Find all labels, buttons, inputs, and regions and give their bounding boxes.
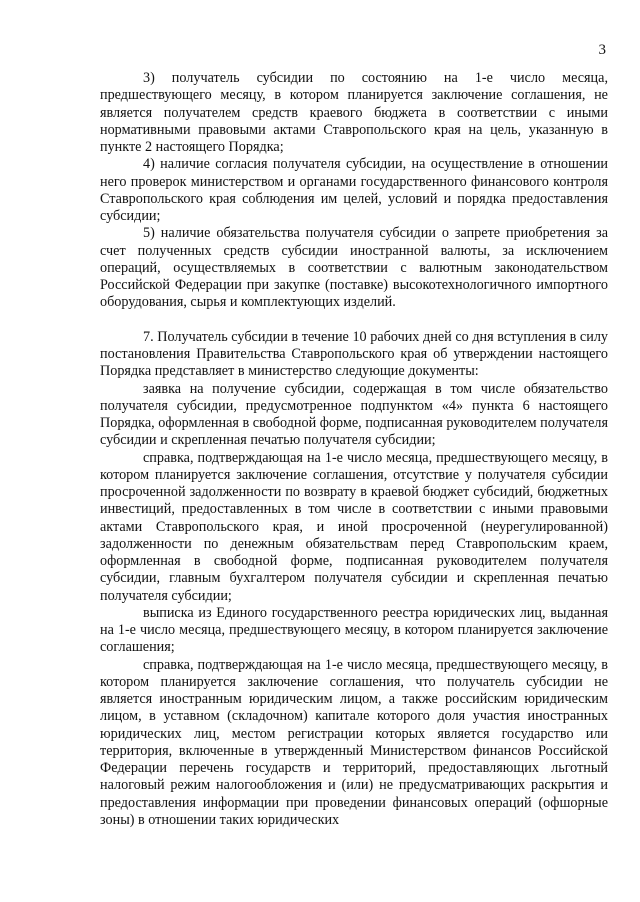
paragraph-foreign-entity-certificate: справка, подтверждающая на 1-е число месяца, предшествующего месяцу, в котором планируется заключение соглашения, что получатель субсидии не является иностранным юридическим лицом, а также российским юридическим лицом, в уставном (складочном) капитале которого доля участия иностранных юридических лиц, местом регистрации которых является государство или территория, включенные в утвержденный Министерством финансов Российской Федерации перечень государств и территорий, предоставляющих льготный налоговый режим налогообложения и (или) не предусматривающих раскрытия и предоставления информации при проведении финансовых операций (офшорные зоны) в отношении таких юридических [100, 656, 608, 828]
paragraph-subitem-4: 4) наличие согласия получателя субсидии, на осуществление в отношении него проверок министерством и органами государственного финансового контроля Ставропольского края соблюдения им целей, условий и порядка предоставления субсидии; [100, 156, 608, 224]
document-body [100, 70, 608, 829]
paragraph-debt-certificate: справка, подтверждающая на 1-е число месяца, предшествующего месяцу, в котором планируется заключение соглашения, отсутствие у получателя субсидии просроченной задолженности по возврату в краевой бюджет субсидий, бюджетных инвестиций, предоставленных в том числе в соответствии с иными правовыми актами Ставропольского края, и иной просроченной (неурегулированной) задолженности по денежным обязательствам перед Ставропольским краем, оформленная в свободной форме, подписанная руководителем получателя субсидии, главным бухгалтером получателя субсидии и скрепленная печатью получателя субсидии; [100, 449, 608, 604]
paragraph-subitem-3: 3) получатель субсидии по состоянию на 1-е число месяца, предшествующего месяцу, в котором планируется заключение соглашения, не является получателем средств краевого бюджета в соответствии с иными нормативными правовыми актами Ставропольского края на цель, указанную в пункте 2 настоящего Порядка; [100, 70, 608, 155]
paragraph-application: заявка на получение субсидии, содержащая в том числе обязательство получателя субсидии, предусмотренное подпунктом «4» пункта 6 настоящего Порядка, оформленная в свободной форме, подписанная руководителем получателя субсидии и скрепленная печатью получателя субсидии; [100, 380, 608, 449]
paragraph-item-7: 7. Получатель субсидии в течение 10 рабочих дней со дня вступления в силу постановления Правительства Ставропольского края об утверждении настоящего Порядка представляет в министерство следующие документы: [100, 328, 608, 380]
paragraph-registry-extract: выписка из Единого государственного реестра юридических лиц, выданная на 1-е число месяца, предшествующего месяцу, в котором планируется заключение соглашения; [100, 604, 608, 656]
paragraph-subitem-5: 5) наличие обязательства получателя субсидии о запрете приобретения за счет полученных средств субсидии иностранной валюты, за исключением операций, осуществляемых в соответствии с валютным законодательством Российской Федерации при закупке (поставке) высокотехнологичного импортного оборудования, сырья и комплектующих изделий. [100, 225, 608, 311]
page-number: 3 [598, 42, 606, 58]
